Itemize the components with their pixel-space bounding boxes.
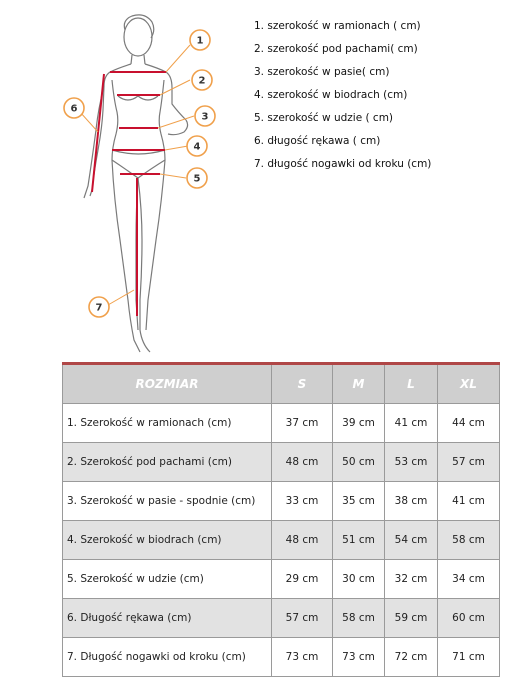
- table-row: [63, 521, 500, 560]
- size-value-cell: 34 cm: [438, 560, 500, 599]
- measurement-name-cell: 6. Długość rękawa (cm): [63, 599, 272, 638]
- sleeve-length-line: [92, 74, 104, 192]
- size-value-cell: 73 cm: [333, 638, 385, 677]
- size-value-cell: 73 cm: [272, 638, 333, 677]
- header-size-s: S: [272, 364, 333, 404]
- table-row: [63, 443, 500, 482]
- header-size-xl: XL: [438, 364, 500, 404]
- legend-item: 4. szerokość w biodrach (cm): [254, 89, 408, 101]
- size-value-cell: 57 cm: [272, 599, 333, 638]
- marker-number: 6: [70, 103, 78, 115]
- marker-3: [195, 106, 215, 126]
- size-value-cell: 33 cm: [272, 482, 333, 521]
- size-value-cell: 58 cm: [333, 599, 385, 638]
- marker-number: 7: [95, 302, 103, 314]
- size-value-cell: 38 cm: [385, 482, 438, 521]
- size-value-cell: 48 cm: [272, 443, 333, 482]
- measurement-name-cell: 4. Szerokość w biodrach (cm): [63, 521, 272, 560]
- legend-item: 6. długość rękawa ( cm): [254, 135, 381, 147]
- legend-item: 7. długość nogawki od kroku (cm): [254, 158, 432, 170]
- legend-item: 2. szerokość pod pachami( cm): [254, 43, 418, 55]
- table-row: [63, 482, 500, 521]
- table-row: [63, 404, 500, 443]
- header-size-label: ROZMIAR: [63, 364, 272, 404]
- size-chart-table: [62, 362, 500, 677]
- measurement-name-cell: 3. Szerokość w pasie - spodnie (cm): [63, 482, 272, 521]
- header-size-m: M: [333, 364, 385, 404]
- marker-number: 3: [201, 111, 209, 123]
- table-row: [63, 638, 500, 677]
- marker-6: [64, 98, 84, 118]
- marker-4: [187, 136, 207, 156]
- size-value-cell: 72 cm: [385, 638, 438, 677]
- marker-number: 1: [196, 35, 204, 47]
- size-value-cell: 60 cm: [438, 599, 500, 638]
- measurement-name-cell: 7. Długość nogawki od kroku (cm): [63, 638, 272, 677]
- size-value-cell: 57 cm: [438, 443, 500, 482]
- size-value-cell: 41 cm: [385, 404, 438, 443]
- legend-item: 3. szerokość w pasie( cm): [254, 66, 390, 78]
- size-value-cell: 48 cm: [272, 521, 333, 560]
- size-value-cell: 51 cm: [333, 521, 385, 560]
- size-value-cell: 44 cm: [438, 404, 500, 443]
- marker-number: 4: [193, 141, 201, 153]
- size-value-cell: 59 cm: [385, 599, 438, 638]
- size-value-cell: 37 cm: [272, 404, 333, 443]
- marker-2: [192, 70, 212, 90]
- measurement-name-cell: 2. Szerokość pod pachami (cm): [63, 443, 272, 482]
- marker-1: [190, 30, 210, 50]
- size-value-cell: 32 cm: [385, 560, 438, 599]
- header-size-l: L: [385, 364, 438, 404]
- size-value-cell: 54 cm: [385, 521, 438, 560]
- table-header-row: [63, 364, 500, 404]
- table-row: [63, 560, 500, 599]
- measurement-name-cell: 5. Szerokość w udzie (cm): [63, 560, 272, 599]
- size-value-cell: 71 cm: [438, 638, 500, 677]
- size-value-cell: 35 cm: [333, 482, 385, 521]
- size-value-cell: 53 cm: [385, 443, 438, 482]
- legend-item: 1. szerokość w ramionach ( cm): [254, 20, 421, 32]
- measurement-legend: [254, 18, 431, 179]
- measurement-name-cell: 1. Szerokość w ramionach (cm): [63, 404, 272, 443]
- table-row: [63, 599, 500, 638]
- marker-number: 5: [193, 173, 201, 185]
- size-value-cell: 39 cm: [333, 404, 385, 443]
- marker-number: 2: [198, 75, 206, 87]
- size-value-cell: 41 cm: [438, 482, 500, 521]
- marker-5: [187, 168, 207, 188]
- legend-item: 5. szerokość w udzie ( cm): [254, 112, 394, 124]
- marker-7: [89, 297, 109, 317]
- size-value-cell: 58 cm: [438, 521, 500, 560]
- size-value-cell: 50 cm: [333, 443, 385, 482]
- size-value-cell: 29 cm: [272, 560, 333, 599]
- size-value-cell: 30 cm: [333, 560, 385, 599]
